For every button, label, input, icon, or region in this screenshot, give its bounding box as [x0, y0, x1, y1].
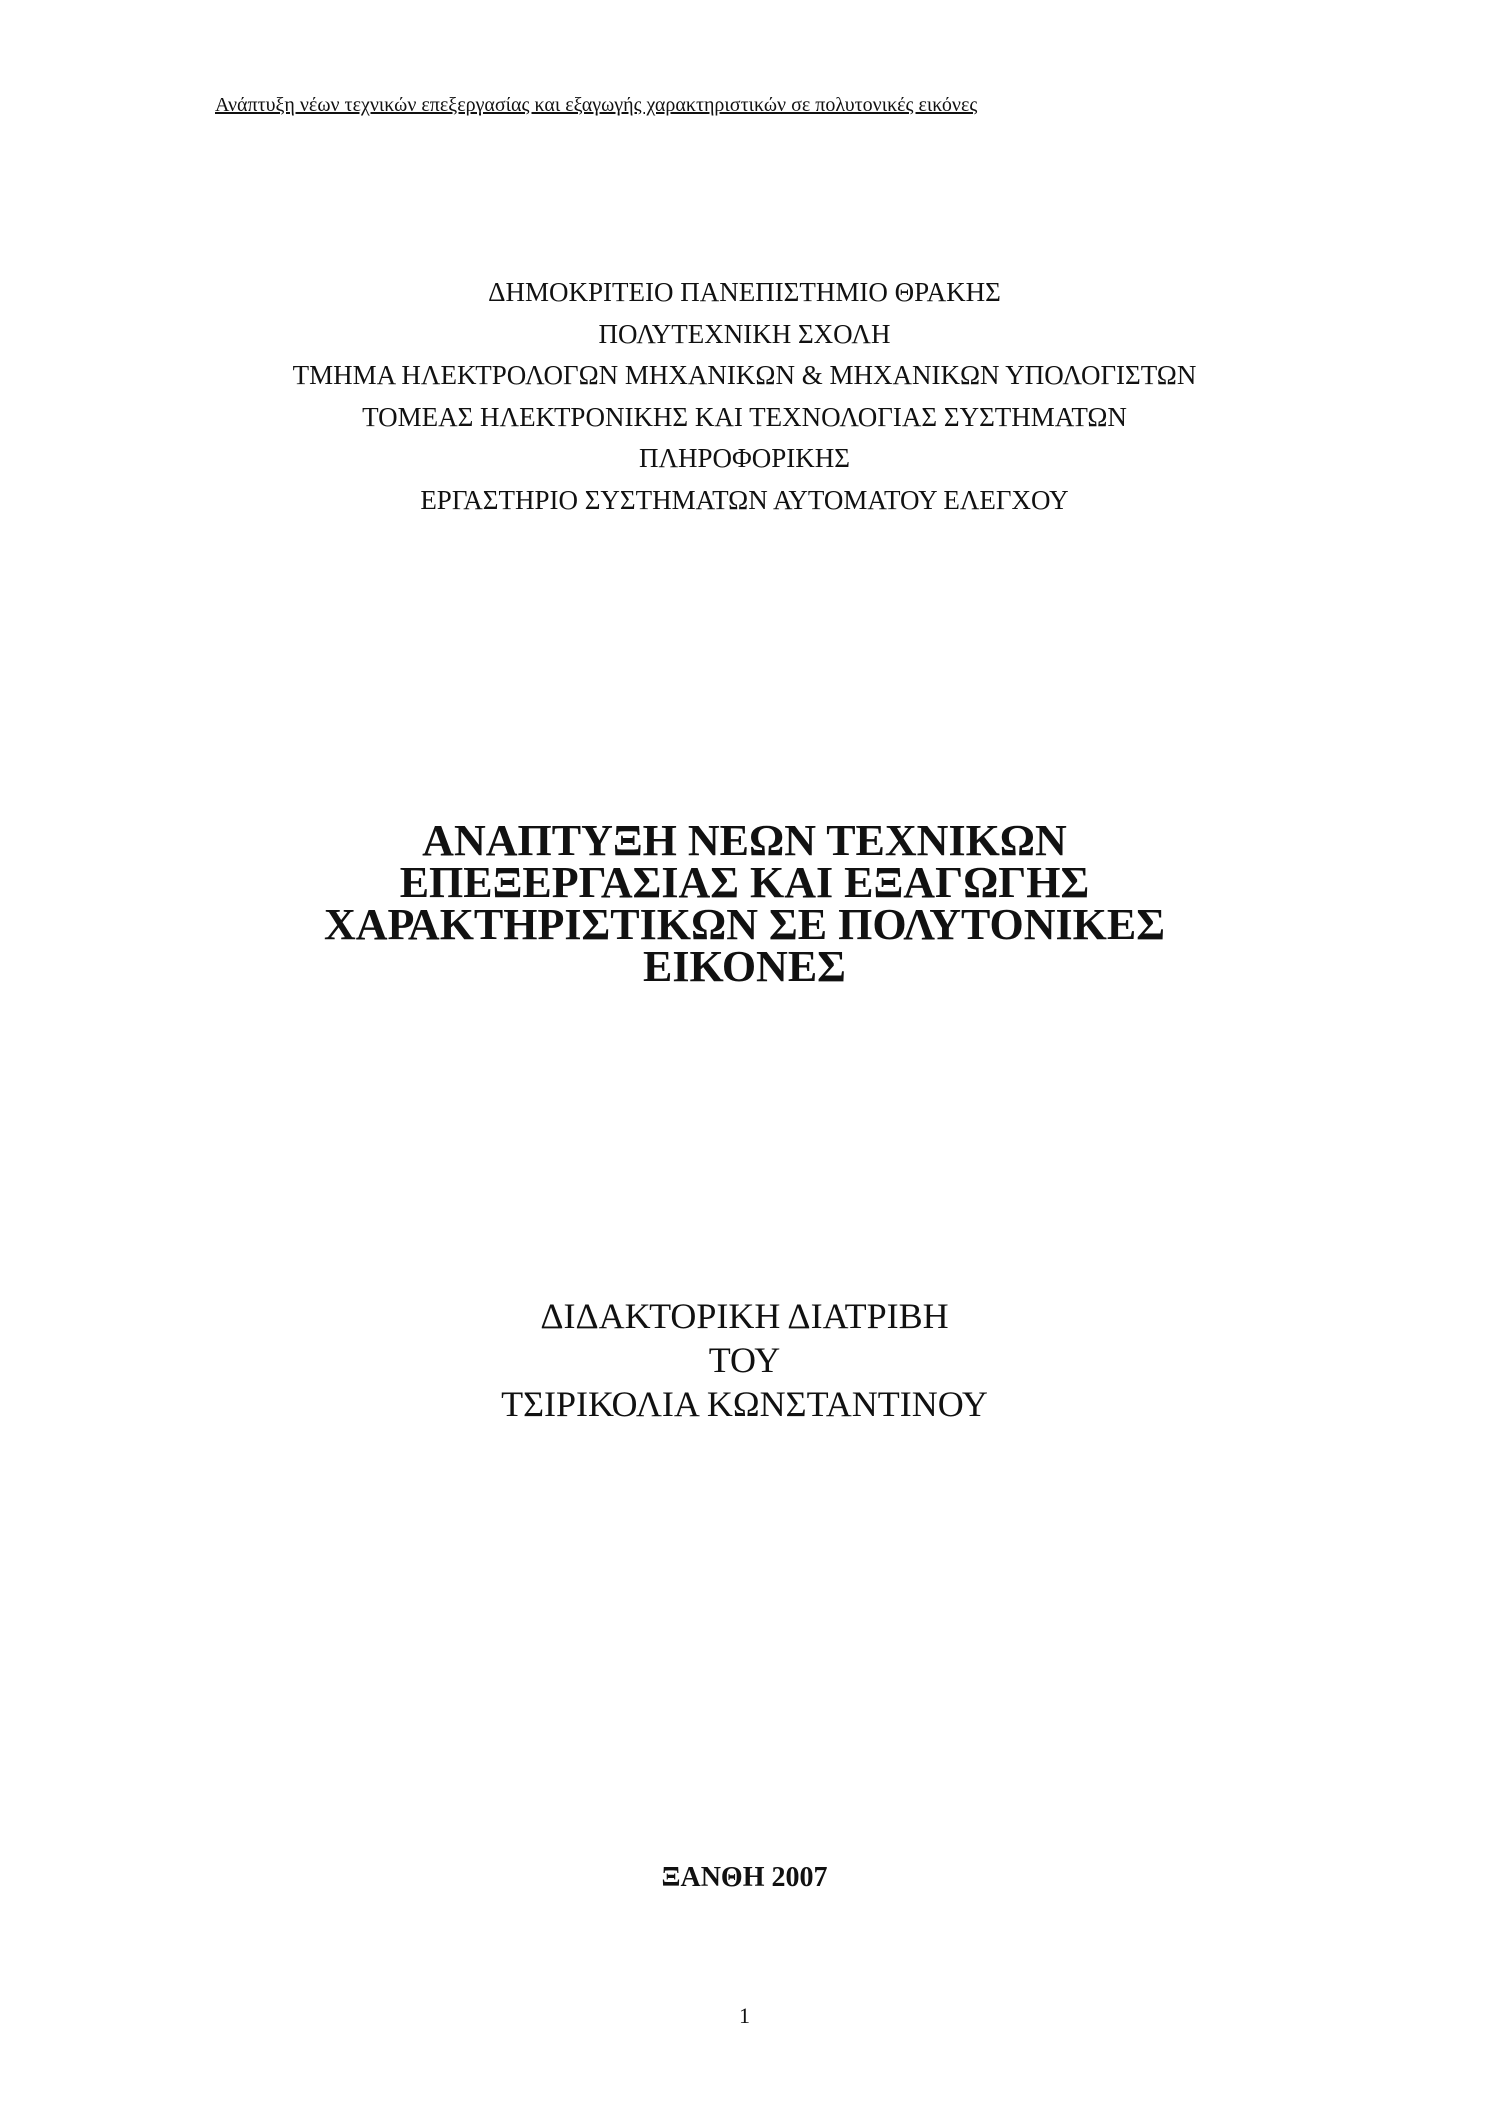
title-line: ΑΝΑΠΤΥΞΗ ΝΕΩΝ ΤΕΧΝΙΚΩΝ [422, 816, 1067, 865]
title-line: ΕΠΕΞΕΡΓΑΣΙΑΣ ΚΑΙ ΕΞΑΓΩΓΗΣ [399, 858, 1090, 907]
title-line: ΕΙΚΟΝΕΣ [643, 942, 846, 991]
division-name-continued: ΠΛΗΡΟΦΟΡΙΚΗΣ [638, 443, 851, 473]
document-type: ΔΙΔΑΚΤΟΡΙΚΗ ΔΙΑΤΡΙΒΗ [540, 1296, 949, 1336]
author-preposition: ΤΟΥ [708, 1340, 781, 1380]
document-type-block [0, 1294, 1489, 1426]
department-name: ΤΜΗΜΑ ΗΛΕΚΤΡΟΛΟΓΩΝ ΜΗΧΑΝΙΚΩΝ & ΜΗΧΑΝΙΚΩΝ ΥΠΟΛΟΓΙΣΤΩΝ [292, 360, 1197, 390]
school-name: ΠΟΛΥΤΕΧΝΙΚΗ ΣΧΟΛΗ [598, 318, 891, 349]
place-year: ΞΑΝΘΗ 2007 [661, 1862, 828, 1893]
university-name: ΔΗΜΟΚΡΙΤΕΙΟ ΠΑΝΕΠΙΣΤΗΜΙΟ ΘΡΑΚΗΣ [488, 277, 1001, 307]
division-name: ΤΟΜΕΑΣ ΗΛΕΚΤΡΟΝΙΚΗΣ ΚΑΙ ΤΕΧΝΟΛΟΓΙΑΣ ΣΥΣΤΗΜΑΤΩΝ [362, 401, 1127, 432]
page-number: 1 [739, 2003, 750, 2028]
title-line: ΧΑΡΑΚΤΗΡΙΣΤΙΚΩΝ ΣΕ ΠΟΛΥΤΟΝΙΚΕΣ [323, 900, 1166, 949]
laboratory-name: ΕΡΓΑΣΤΗΡΙΟ ΣΥΣΤΗΜΑΤΩΝ ΑΥΤΟΜΑΤΟΥ ΕΛΕΓΧΟΥ [420, 484, 1069, 515]
author-name: ΤΣΙΡΙΚΟΛΙΑ ΚΩΝΣΤΑΝΤΙΝΟΥ [501, 1384, 988, 1424]
running-header: Ανάπτυξη νέων τεχνικών επεξεργασίας και εξαγωγής χαρακτηριστικών σε πολυτονικές εικόνες [215, 94, 978, 116]
thesis-title [0, 816, 1489, 991]
institution-block [0, 272, 1489, 521]
